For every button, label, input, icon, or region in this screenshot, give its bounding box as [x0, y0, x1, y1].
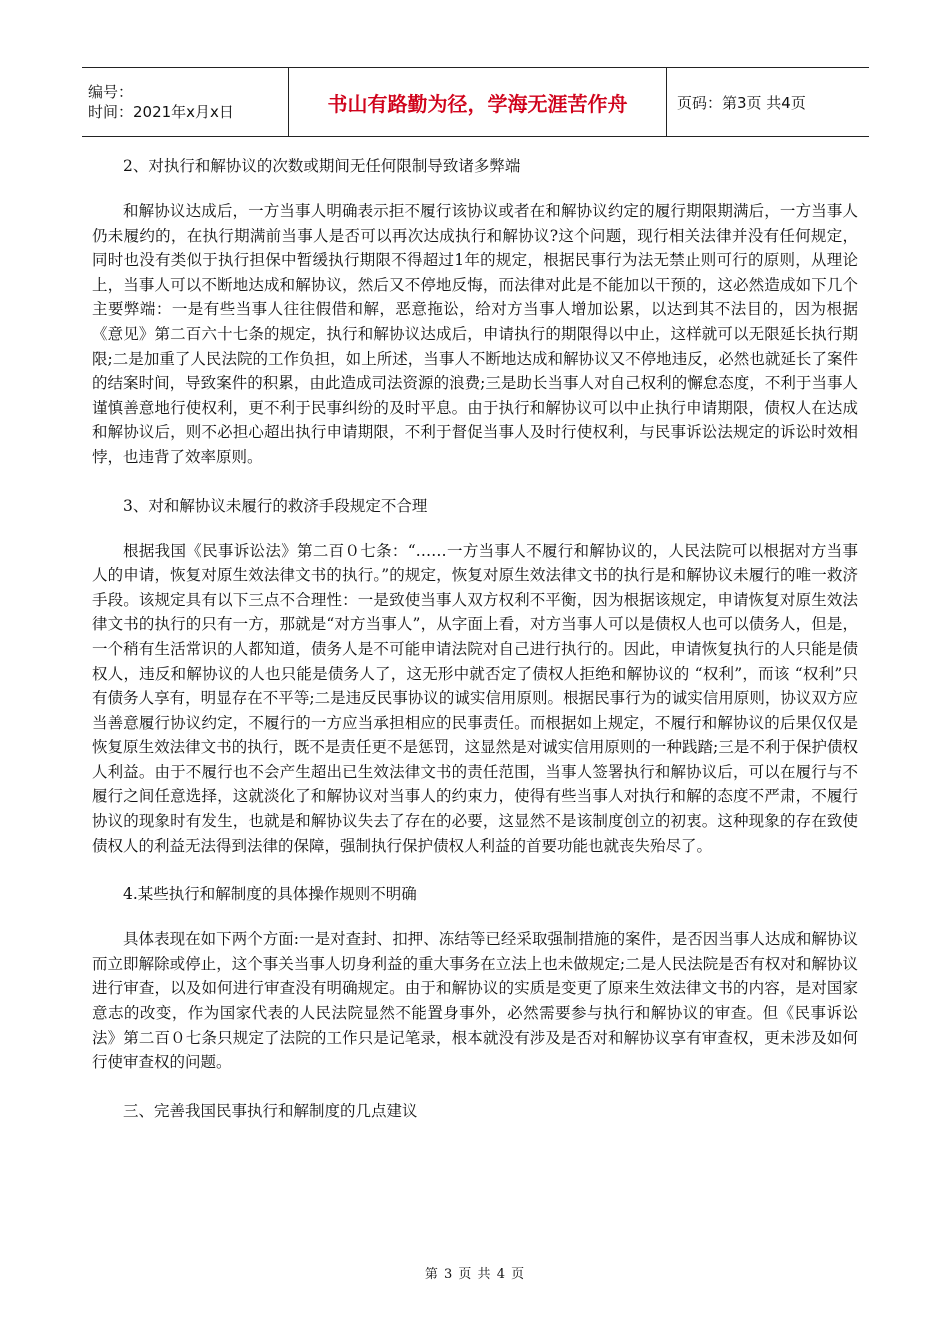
document-time-label: 时间：2021年x月x日 [88, 103, 234, 121]
chapter-heading: 三、完善我国民事执行和解制度的几点建议 [123, 1101, 418, 1120]
document-body [92, 154, 858, 1123]
document-header [82, 67, 869, 137]
section-heading: 2、对执行和解协议的次数或期间无任何限制导致诸多弊端 [123, 157, 521, 175]
header-motto: 书山有路勤为径，学海无涯苦作舟 [289, 68, 667, 136]
document-number-label: 编号： [88, 83, 134, 101]
section-paragraph: 和解协议达成后，一方当事人明确表示拒不履行该协议或者在和解协议约定的履行期限期满后，一方当事人仍未履约的，在执行期满前当事人是否可以再次达成执行和解协议?这个问题，现行相关法律并没有任何规定，同时也没有类似于执行担保中暂缓执行期限不得超过1年的规定，根据民事行为法无禁止则可行的原则，从理论上，当事人可以不断地达成和解协议，然后又不停地反悔，而法律对此是不能加以干预的，这必然造成如下几个主要弊端：一是有些当事人往往假借和解，恶意拖讼，给对方当事人增加讼累，以达到其不法目的，因为根据《意见》第二百六十七条的规定，执行和解协议达成后，申请执行的期限得以中止，这样就可以无限延长执行期限;二是加重了人民法院的工作负担，如上所述，当事人不断地达成和解协议又不停地违反，必然也就延长了案件的结案时间，导致案件的积累，由此造成司法资源的浪费;三是助长当事人对自己权利的懈怠态度，不利于当事人谨慎善意地行使权利，更不利于民事纠纷的及时平息。由于执行和解协议可以中止执行申请期限，债权人在达成和解协议后，则不必担心超出执行申请期限，不利于督促当事人及时行使权利，与民事诉讼法规定的诉讼时效相悖，也违背了效率原则。 [92, 202, 858, 466]
header-meta [82, 68, 289, 136]
section-paragraph: 具体表现在如下两个方面:一是对查封、扣押、冻结等已经采取强制措施的案件，是否因当事人达成和解协议而立即解除或停止，这个事关当事人切身利益的重大事务在立法上也未做规定;二是人民法院是否有权对和解协议进行审查，以及如何进行审查没有明确规定。由于和解协议的实质是变更了原来生效法律文书的内容，是对国家意志的改变，作为国家代表的人民法院显然不能置身事外，必然需要参与执行和解协议的审查。但《民事诉讼法》第二百０七条只规定了法院的工作只是记笔录，根本就没有涉及是否对和解协议享有审查权，更未涉及如何行使审查权的问题。 [92, 930, 858, 1072]
page-footer: 第 3 页 共 4 页 [424, 1267, 526, 1282]
section-paragraph: 根据我国《民事诉讼法》第二百０七条：“……一方当事人不履行和解协议的，人民法院可以根据对方当事人的申请，恢复对原生效法律文书的执行。”的规定，恢复对原生效法律文书的执行是和解协议未履行的唯一救济手段。该规定具有以下三点不合理性：一是致使当事人双方权利不平衡，因为根据该规定，申请恢复对原生效法律文书的执行的只有一方，那就是“对方当事人”，从字面上看，对方当事人可以是债权人也可以债务人，但是，一个稍有生活常识的人都知道，债务人是不可能申请法院对自己进行执行的。因此，申请恢复执行的人只能是债权人，违反和解协议的人也只能是债务人了，这无形中就否定了债权人拒绝和解协议的 “权利”，而该 “权利”只有债务人享有，明显存在不平等;二是违反民事协议的诚实信用原则。根据民事行为的诚实信用原则，协议双方应当善意履行协议约定，不履行的一方应当承担相应的民事责任。而根据如上规定，不履行和解协议的后果仅仅是恢复原生效法律文书的执行，既不是责任更不是惩罚，这显然是对诚实信用原则的一种践踏;三是不利于保护债权人利益。由于不履行也不会产生超出已生效法律文书的责任范围，当事人签署执行和解协议后，可以在履行与不履行之间任意选择，这就淡化了和解协议对当事人的约束力，使得有些当事人对执行和解的态度不严肃，不履行协议的现象时有发生，也就是和解协议失去了存在的必要，这显然不是该制度创立的初衷。这种现象的存在致使债权人的利益无法得到法律的保障，强制执行保护债权人利益的首要功能也就丧失殆尽了。 [92, 541, 858, 855]
header-page-info: 页码：第3页 共4页 [677, 93, 806, 112]
section-heading: 3、对和解协议未履行的救济手段规定不合理 [123, 496, 428, 515]
section-heading: 4.某些执行和解制度的具体操作规则不明确 [123, 885, 417, 904]
